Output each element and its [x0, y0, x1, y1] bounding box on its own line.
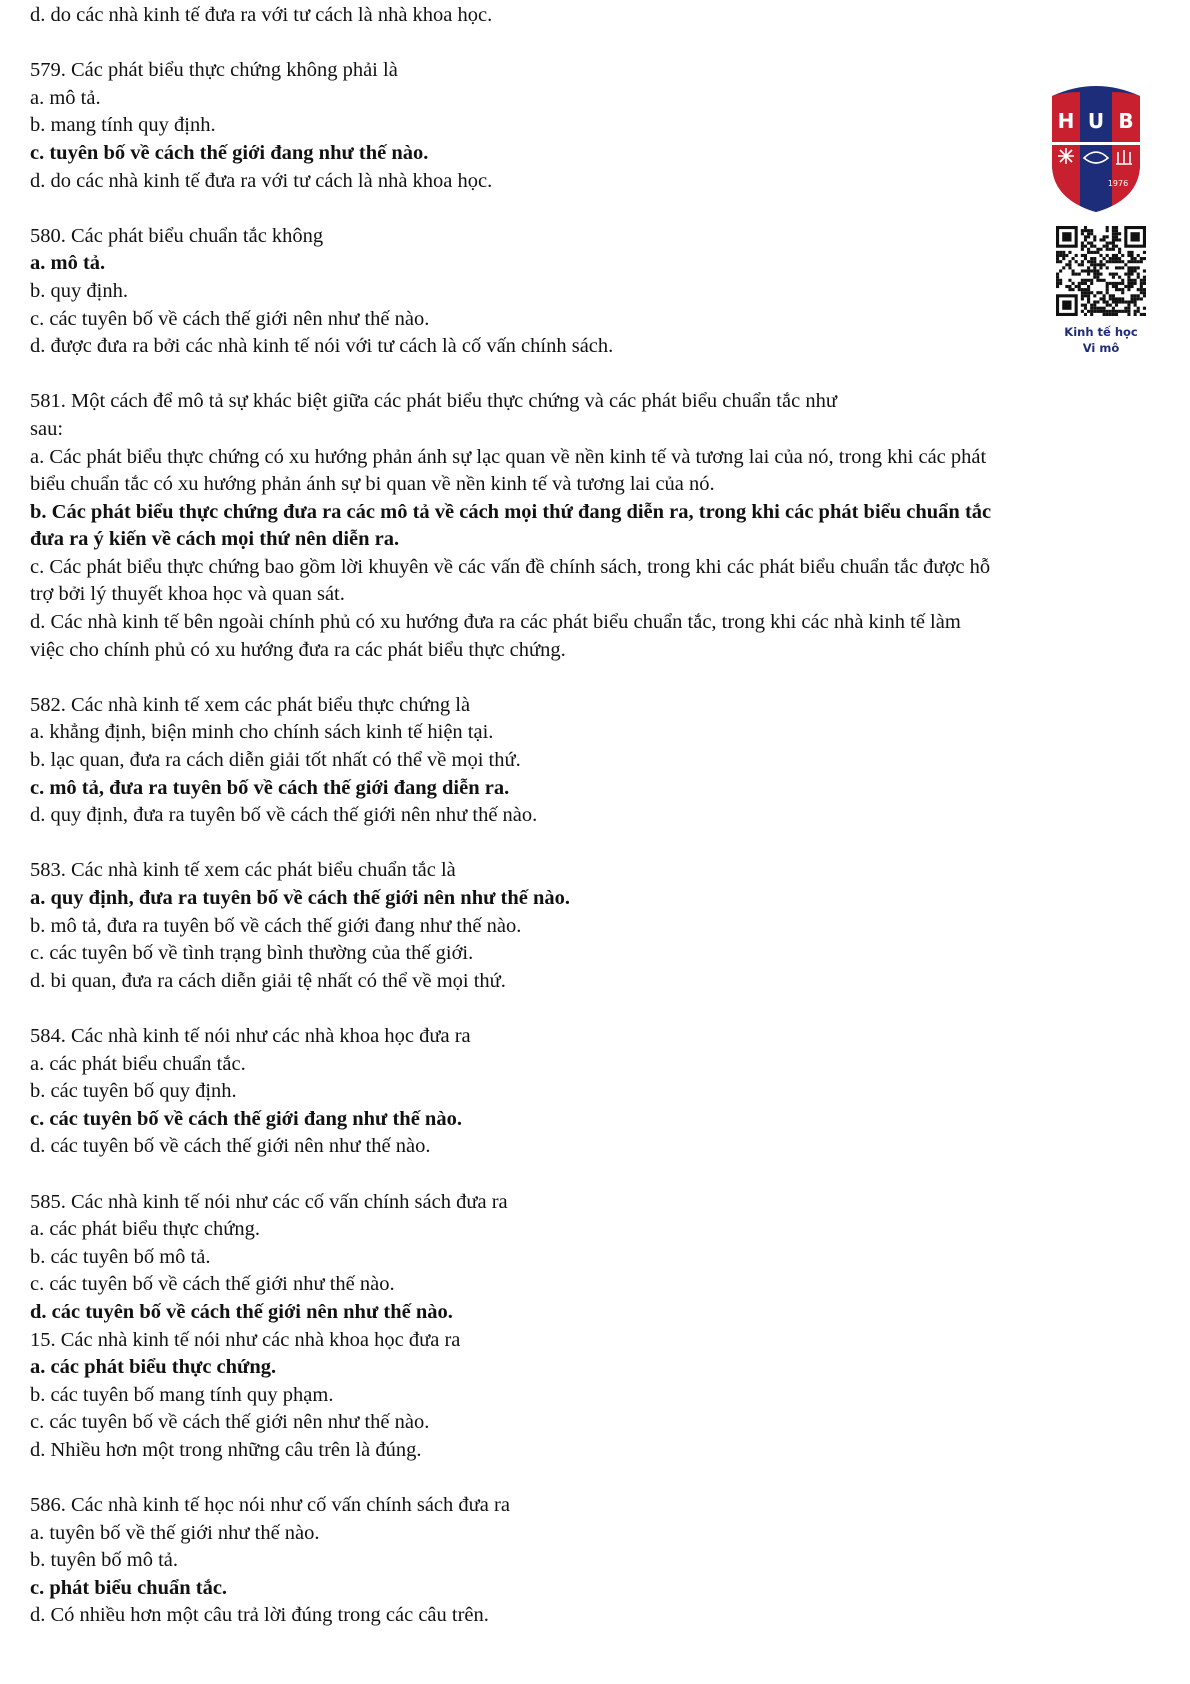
- svg-text:U: U: [1087, 109, 1105, 133]
- answer-line-correct: a. quy định, đưa ra tuyên bố về cách thế giới nên như thế nào.: [30, 887, 571, 909]
- text-line: 582. Các nhà kinh tế xem các phát biểu thực chứng là: [30, 693, 471, 716]
- paragraph-gap: [30, 830, 1170, 858]
- answer-line-correct: a. mô tả.: [30, 252, 106, 275]
- answer-line-correct: đưa ra ý kiến về cách mọi thứ nên diễn ra.: [30, 528, 400, 551]
- answer-line-correct: a. các phát biểu thực chứng.: [30, 1356, 277, 1379]
- paragraph-gap: [30, 664, 1170, 692]
- text-line: d. do các nhà kinh tế đưa ra với tư cách là nhà khoa học.: [30, 4, 493, 26]
- text-line: b. mang tính quy định.: [30, 114, 216, 137]
- caption-line-1: Kinh tế học: [1064, 325, 1138, 339]
- answer-line-correct: c. các tuyên bố về cách thế giới đang như thế nào.: [30, 1107, 462, 1130]
- qr-code-icon[interactable]: [1056, 226, 1146, 316]
- answer-line-correct: b. Các phát biểu thực chứng đưa ra các mô tả về cách mọi thứ đang diễn ra, trong khi các phát biểu chuẩn tắc: [30, 500, 992, 523]
- answer-line-correct: c. mô tả, đưa ra tuyên bố về cách thế giới đang diễn ra.: [30, 776, 510, 799]
- text-line: 583. Các nhà kinh tế xem các phát biểu chuẩn tắc là: [30, 859, 456, 882]
- text-line: a. tuyên bố về thế giới như thế nào.: [30, 1521, 320, 1544]
- text-line: d. Có nhiều hơn một câu trả lời đúng trong các câu trên.: [30, 1604, 489, 1627]
- text-line: 15. Các nhà kinh tế nói như các nhà khoa học đưa ra: [30, 1328, 461, 1351]
- paragraph-gap: [30, 995, 1170, 1023]
- logo-caption: [1018, 324, 1184, 356]
- answer-line-correct: c. phát biểu chuẩn tắc.: [30, 1576, 228, 1599]
- paragraph-gap: [30, 361, 1170, 389]
- paragraph-gap: [30, 1464, 1170, 1492]
- text-line: 586. Các nhà kinh tế học nói như cố vấn chính sách đưa ra: [30, 1494, 510, 1517]
- svg-text:B: B: [1118, 109, 1134, 133]
- text-line: d. các tuyên bố về cách thế giới nên như thế nào.: [30, 1135, 431, 1158]
- caption-line-2: Vi mô: [1082, 341, 1120, 355]
- text-line: a. mô tả.: [30, 86, 101, 109]
- text-line: việc cho chính phủ có xu hướng đưa ra các phát biểu thực chứng.: [30, 638, 566, 661]
- document-body: [30, 2, 1170, 1630]
- answer-line-correct: d. các tuyên bố về cách thế giới nên như thế nào.: [30, 1300, 453, 1323]
- text-line: a. các phát biểu chuẩn tắc.: [30, 1052, 246, 1075]
- text-line: d. được đưa ra bởi các nhà kinh tế nói với tư cách là cố vấn chính sách.: [30, 335, 614, 358]
- text-line: d. Nhiều hơn một trong những câu trên là đúng.: [30, 1438, 422, 1461]
- text-line: b. tuyên bố mô tả.: [30, 1549, 179, 1572]
- text-line: 585. Các nhà kinh tế nói như các cố vấn chính sách đưa ra: [30, 1190, 508, 1213]
- text-line: b. các tuyên bố mang tính quy phạm.: [30, 1383, 334, 1406]
- text-line: c. các tuyên bố về tình trạng bình thường của thế giới.: [30, 942, 474, 965]
- text-line: 580. Các phát biểu chuẩn tắc không: [30, 224, 324, 247]
- text-line: a. khẳng định, biện minh cho chính sách kinh tế hiện tại.: [30, 721, 494, 744]
- text-line: a. các phát biểu thực chứng.: [30, 1218, 260, 1241]
- text-line: b. quy định.: [30, 279, 128, 302]
- svg-text:1976: 1976: [1107, 179, 1129, 188]
- text-line: a. Các phát biểu thực chứng có xu hướng phản ánh sự lạc quan về nền kinh tế và tương lai của nó, trong khi các phát: [30, 445, 987, 468]
- paragraph-gap: [30, 30, 1170, 58]
- text-line: c. các tuyên bố về cách thế giới nên như thế nào.: [30, 1411, 430, 1434]
- text-line: c. các tuyên bố về cách thế giới nên như thế nào.: [30, 307, 430, 330]
- answer-line-correct: c. tuyên bố về cách thế giới đang như thế nào.: [30, 141, 429, 164]
- text-line: sau:: [30, 417, 64, 440]
- text-line: d. bi quan, đưa ra cách diễn giải tệ nhất có thể về mọi thứ.: [30, 969, 506, 992]
- text-line: 584. Các nhà kinh tế nói như các nhà khoa học đưa ra: [30, 1024, 471, 1047]
- text-line: b. lạc quan, đưa ra cách diễn giải tốt nhất có thể về mọi thứ.: [30, 749, 521, 772]
- text-line: b. các tuyên bố mô tả.: [30, 1245, 211, 1268]
- text-line: d. quy định, đưa ra tuyên bố về cách thế giới nên như thế nào.: [30, 804, 538, 827]
- paragraph-gap: [30, 1161, 1170, 1189]
- text-line: d. Các nhà kinh tế bên ngoài chính phủ có xu hướng đưa ra các phát biểu chuẩn tắc, trong khi các nhà kinh tế làm: [30, 611, 961, 634]
- text-line: trợ bởi lý thuyết khoa học và quan sát.: [30, 583, 345, 606]
- hub-shield-logo: [1048, 80, 1144, 214]
- text-line: c. các tuyên bố về cách thế giới như thế nào.: [30, 1273, 395, 1296]
- text-line: b. các tuyên bố quy định.: [30, 1080, 237, 1103]
- text-line: d. do các nhà kinh tế đưa ra với tư cách là nhà khoa học.: [30, 169, 493, 192]
- text-line: biểu chuẩn tắc có xu hướng phản ánh sự bi quan về nền kinh tế và tương lai của nó.: [30, 473, 715, 496]
- svg-text:H: H: [1057, 109, 1075, 133]
- text-line: c. Các phát biểu thực chứng bao gồm lời khuyên về các vấn đề chính sách, trong khi các phát biểu chuẩn tắc được hỗ: [30, 555, 991, 578]
- paragraph-gap: [30, 195, 1170, 223]
- text-line: b. mô tả, đưa ra tuyên bố về cách thế giới đang như thế nào.: [30, 914, 522, 937]
- text-line: 579. Các phát biểu thực chứng không phải là: [30, 59, 398, 82]
- text-line: 581. Một cách để mô tả sự khác biệt giữa các phát biểu thực chứng và các phát biểu chuẩn tắc như: [30, 390, 837, 413]
